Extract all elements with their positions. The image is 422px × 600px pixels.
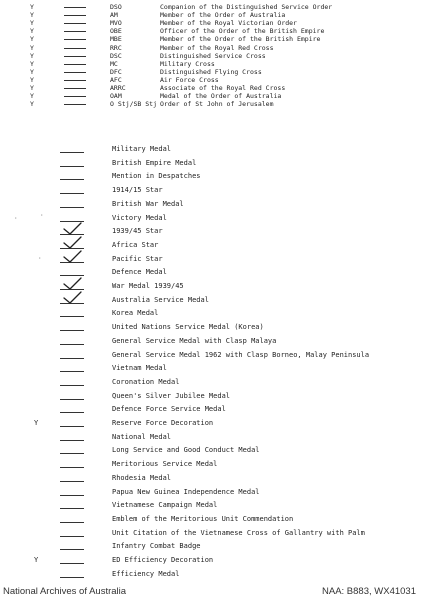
medal-name: ED Efficiency Decoration bbox=[112, 556, 214, 564]
entry-line bbox=[64, 23, 86, 24]
medal-name: Mention in Despatches bbox=[112, 172, 201, 181]
award-flag: Y bbox=[30, 19, 34, 28]
entry-line bbox=[60, 563, 84, 564]
entry-line bbox=[64, 31, 86, 32]
entry-line bbox=[60, 467, 84, 468]
entry-line bbox=[60, 577, 84, 578]
medal-name: Papua New Guinea Independence Medal bbox=[112, 487, 260, 496]
ink-speck: · bbox=[14, 215, 18, 222]
award-name: Member of the Order of Australia bbox=[160, 11, 286, 20]
medal-name: Africa Star bbox=[112, 240, 159, 249]
entry-line bbox=[60, 453, 84, 454]
handwritten-check-icon bbox=[62, 236, 82, 250]
archive-credit: National Archives of Australia bbox=[3, 586, 127, 597]
medal-name: General Service Medal with Clasp Malaya bbox=[112, 336, 277, 345]
entry-line bbox=[60, 193, 84, 194]
medal-name: Defence Medal bbox=[112, 268, 167, 277]
medal-name: Korea Medal bbox=[112, 309, 159, 318]
entry-line bbox=[60, 166, 84, 167]
entry-line bbox=[60, 344, 84, 345]
award-name: Officer of the Order of the British Empire bbox=[160, 27, 325, 36]
entry-line bbox=[64, 96, 86, 97]
entry-line bbox=[64, 104, 86, 105]
award-name: Air Force Cross bbox=[160, 75, 219, 84]
entry-line bbox=[64, 56, 86, 57]
entry-line bbox=[60, 426, 84, 427]
entry-line bbox=[64, 48, 86, 49]
medal-name: 1914/15 Star bbox=[112, 186, 163, 195]
handwritten-check-icon bbox=[62, 250, 82, 264]
entry-line bbox=[60, 495, 84, 496]
award-name: Distinguished Service Cross bbox=[160, 51, 266, 60]
medal-name: Unit Citation of the Vietnamese Cross of Gallantry with Palm bbox=[112, 528, 365, 537]
entry-line bbox=[60, 549, 84, 550]
award-flag: Y bbox=[30, 11, 34, 20]
award-flag: Y bbox=[30, 92, 34, 101]
entry-line bbox=[64, 7, 86, 8]
award-abbreviation: MC bbox=[110, 59, 118, 68]
medal-name: Coronation Medal bbox=[112, 377, 180, 386]
award-abbreviation: MBE bbox=[110, 35, 122, 44]
medal-name: Long Service and Good Conduct Medal bbox=[112, 446, 260, 455]
medal-name: Efficiency Medal bbox=[112, 569, 180, 578]
award-flag: Y bbox=[30, 3, 34, 11]
entry-line bbox=[60, 358, 84, 359]
entry-line bbox=[60, 508, 84, 509]
ink-speck: · bbox=[38, 255, 42, 262]
award-flag: Y bbox=[30, 35, 34, 44]
entry-line bbox=[60, 152, 84, 153]
award-name: Member of the Royal Red Cross bbox=[160, 43, 274, 52]
medal-name: Victory Medal bbox=[112, 213, 167, 222]
medal-name: Australia Service Medal bbox=[112, 295, 209, 304]
medal-name: 1939/45 Star bbox=[112, 227, 163, 236]
archive-reference: NAA: B883, WX41031 bbox=[322, 586, 416, 597]
award-abbreviation: AFC bbox=[110, 75, 122, 84]
medal-flag: Y bbox=[34, 556, 39, 564]
medal-name: National Medal bbox=[112, 432, 172, 441]
entry-line bbox=[60, 481, 84, 482]
award-abbreviation: OBE bbox=[110, 27, 122, 36]
medal-name: Military Medal bbox=[112, 145, 172, 153]
medal-name: General Service Medal 1962 with Clasp Borneo, Malay Peninsula bbox=[112, 350, 370, 359]
ink-speck: · bbox=[40, 212, 44, 219]
award-flag: Y bbox=[30, 84, 34, 92]
award-abbreviation: OAM bbox=[110, 92, 122, 101]
medal-name: Vietnam Medal bbox=[112, 364, 167, 373]
award-name: Member of the Order of the British Empire bbox=[160, 35, 321, 44]
entry-line bbox=[64, 64, 86, 65]
award-flag: Y bbox=[30, 75, 34, 84]
entry-line bbox=[60, 385, 84, 386]
medal-name: War Medal 1939/45 bbox=[112, 282, 184, 290]
medal-name: Pacific Star bbox=[112, 254, 163, 263]
medal-flag: Y bbox=[34, 419, 39, 427]
medal-name: United Nations Service Medal (Korea) bbox=[112, 323, 264, 332]
entry-line bbox=[60, 179, 84, 180]
award-abbreviation: ARRC bbox=[110, 84, 126, 92]
entry-line bbox=[60, 207, 84, 208]
award-name: Associate of the Royal Red Cross bbox=[160, 84, 286, 92]
medal-name: British Empire Medal bbox=[112, 158, 197, 167]
award-flag: Y bbox=[30, 43, 34, 52]
medal-name: Infantry Combat Badge bbox=[112, 542, 201, 551]
award-flag: Y bbox=[30, 51, 34, 60]
award-name: Order of St John of Jerusalem bbox=[160, 100, 274, 109]
award-abbreviation: DFC bbox=[110, 67, 122, 76]
entry-line bbox=[64, 88, 86, 89]
entry-line bbox=[60, 536, 84, 537]
entry-line bbox=[60, 522, 84, 523]
award-abbreviation: DSO bbox=[110, 3, 122, 11]
entry-line bbox=[60, 330, 84, 331]
award-name: Medal of the Order of Australia bbox=[160, 92, 282, 101]
medal-name: Rhodesia Medal bbox=[112, 473, 172, 482]
medal-name: Defence Force Service Medal bbox=[112, 405, 226, 414]
award-name: Companion of the Distinguished Service Order bbox=[160, 3, 333, 11]
medal-name: Vietnamese Campaign Medal bbox=[112, 501, 218, 510]
medal-name: Emblem of the Meritorious Unit Commendation bbox=[112, 514, 294, 523]
award-flag: Y bbox=[30, 27, 34, 36]
award-name: Military Cross bbox=[160, 59, 215, 68]
award-flag: Y bbox=[30, 100, 34, 109]
handwritten-check-icon bbox=[62, 277, 82, 291]
award-abbreviation: DSC bbox=[110, 51, 122, 60]
entry-line bbox=[64, 72, 86, 73]
award-abbreviation: MVO bbox=[110, 19, 122, 28]
entry-line bbox=[60, 316, 84, 317]
medal-name: Meritorious Service Medal bbox=[112, 460, 218, 469]
award-name: Member of the Royal Victorian Order bbox=[160, 19, 297, 28]
entry-line bbox=[60, 371, 84, 372]
handwritten-check-icon bbox=[62, 291, 82, 305]
award-name: Distinguished Flying Cross bbox=[160, 67, 262, 76]
entry-line bbox=[60, 412, 84, 413]
award-flag: Y bbox=[30, 67, 34, 76]
entry-line bbox=[60, 399, 84, 400]
award-abbreviation: O Stj/SB Stj bbox=[110, 100, 157, 109]
medal-name: Reserve Force Decoration bbox=[112, 419, 214, 427]
award-flag: Y bbox=[30, 59, 34, 68]
entry-line bbox=[64, 15, 86, 16]
handwritten-check-icon bbox=[62, 222, 82, 236]
entry-line bbox=[64, 39, 86, 40]
medal-name: Queen's Silver Jubilee Medal bbox=[112, 391, 231, 400]
entry-line bbox=[64, 80, 86, 81]
award-abbreviation: RRC bbox=[110, 43, 122, 52]
medal-name: British War Medal bbox=[112, 199, 184, 208]
award-abbreviation: AM bbox=[110, 11, 118, 20]
entry-line bbox=[60, 440, 84, 441]
